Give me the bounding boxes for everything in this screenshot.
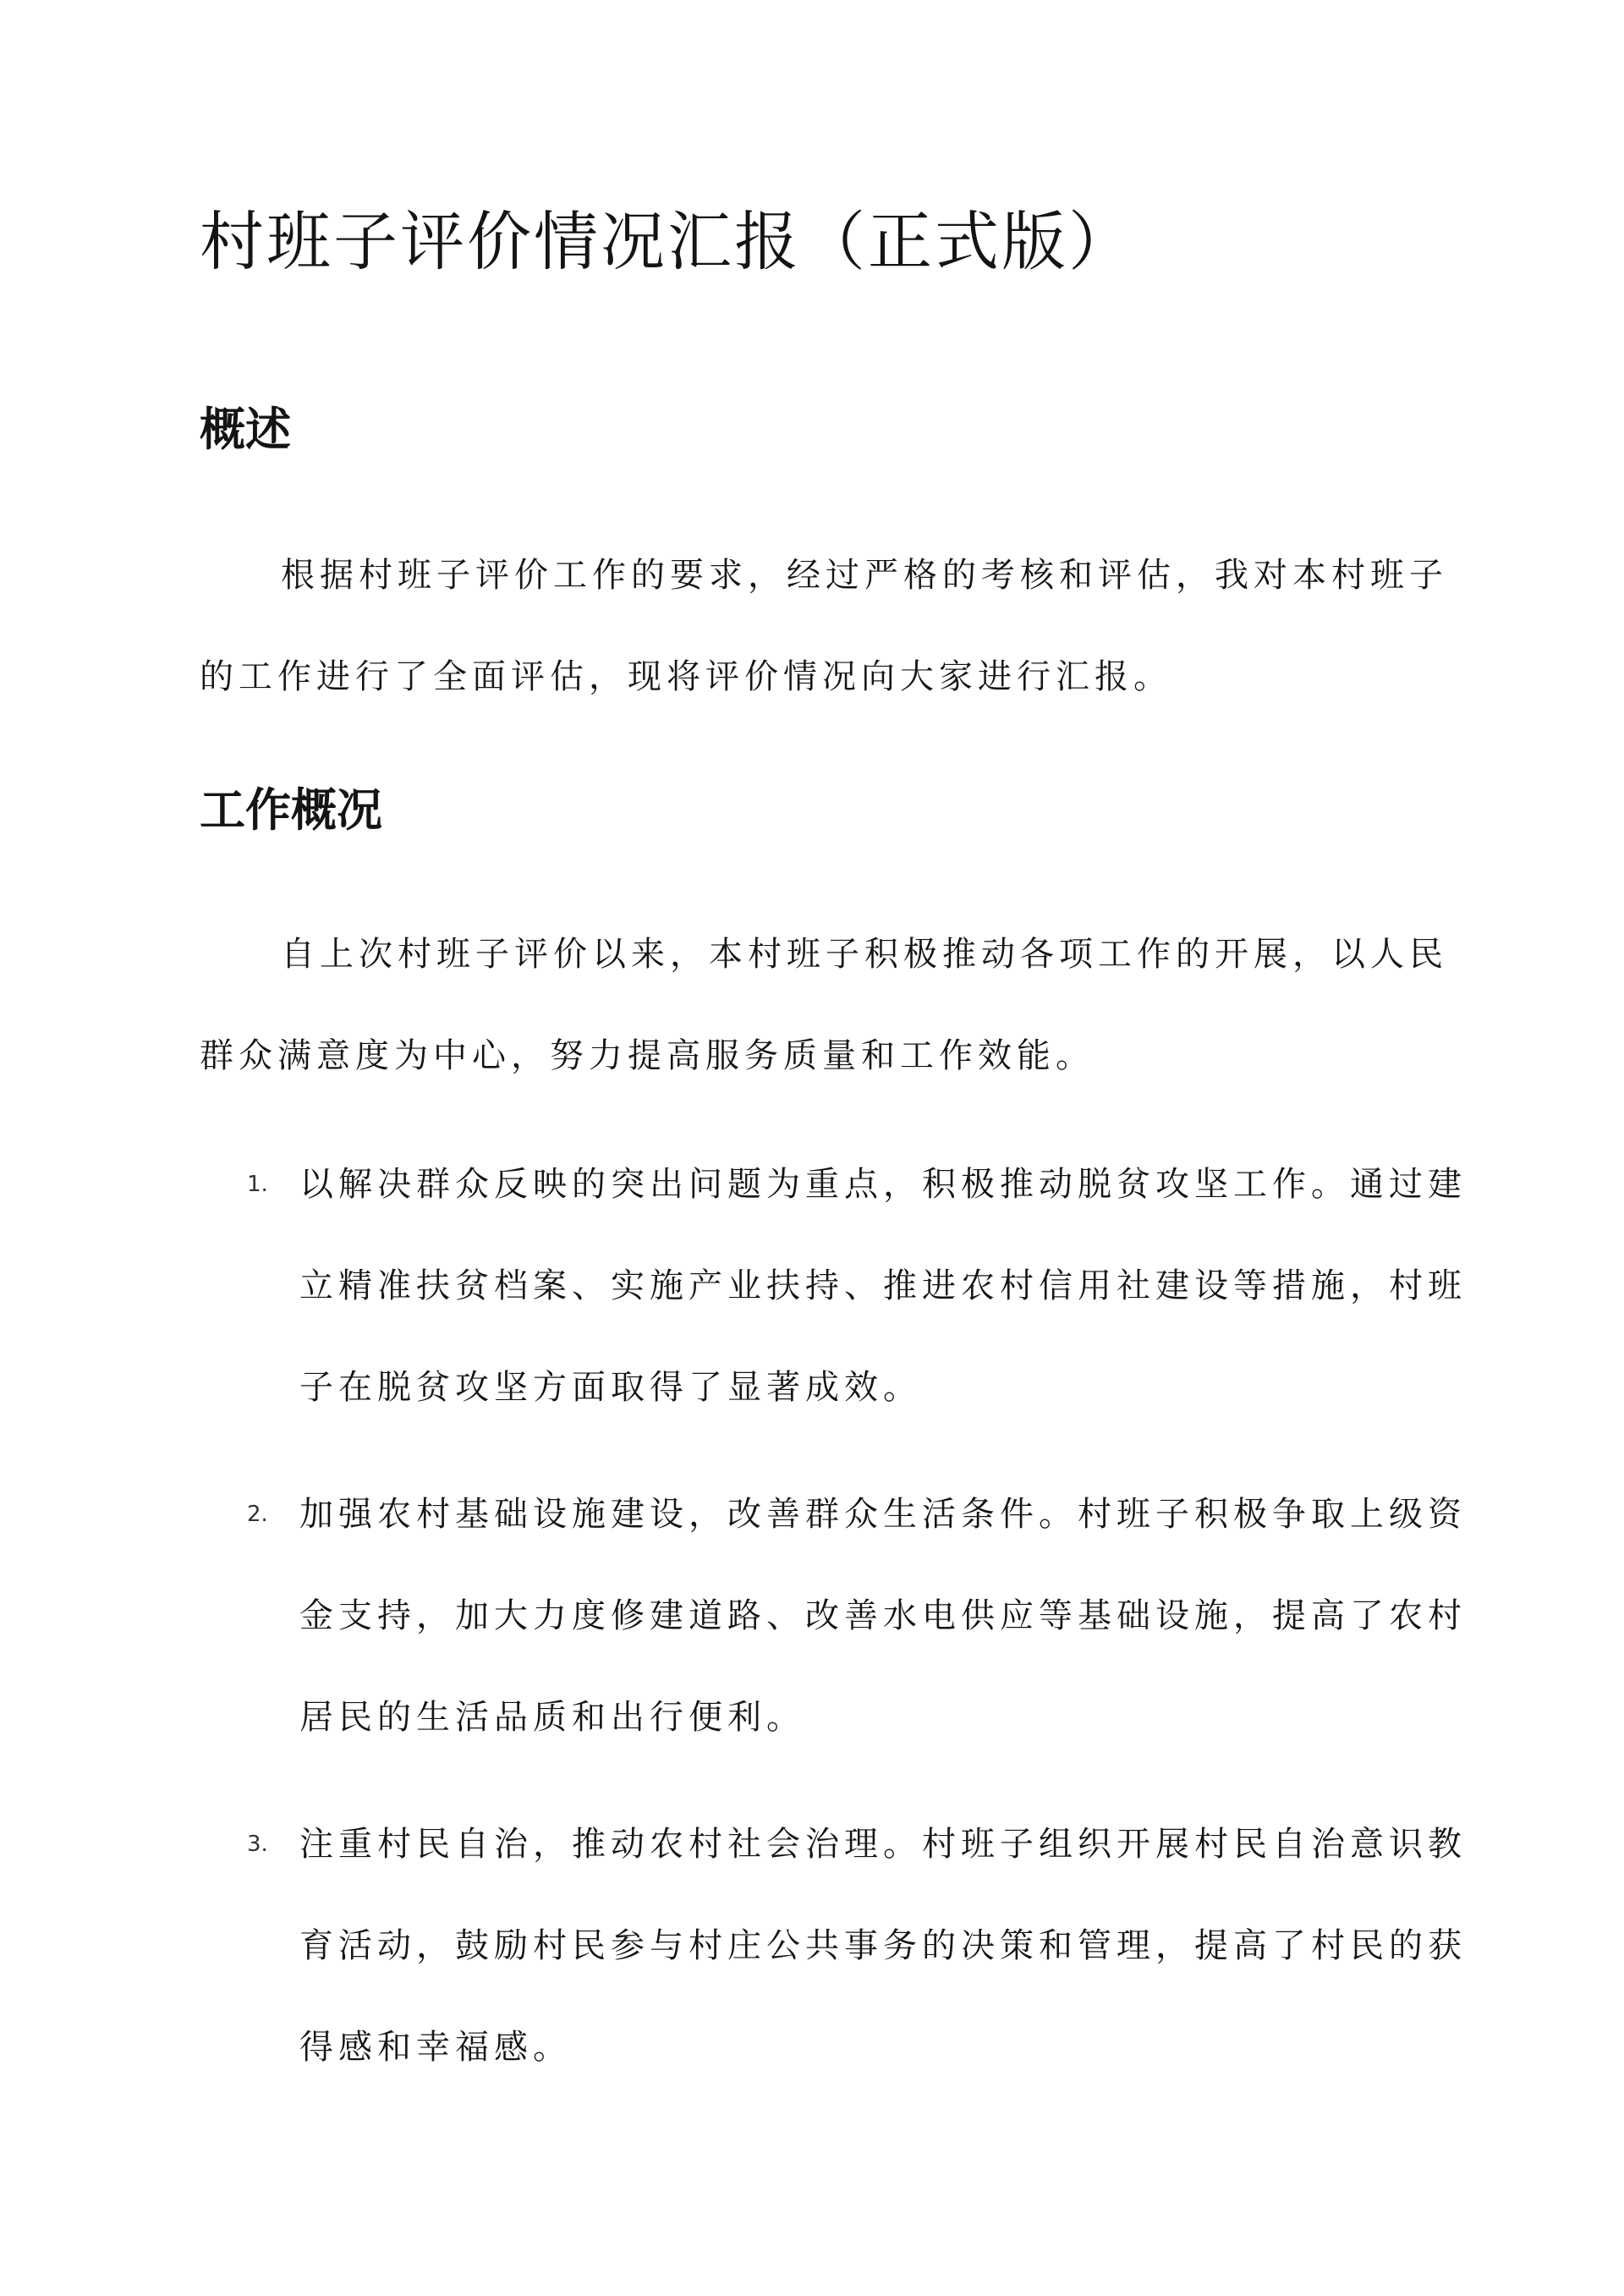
list-item-text: 以解决群众反映的突出问题为重点，积极推动脱贫攻坚工作。通过建立精准扶贫档案、实施产业扶持、推进农村信用社建设等措施，村班子在脱贫攻坚方面取得了显著成效。 [299, 1165, 1467, 1407]
section-heading-overview: 概述 [200, 403, 291, 456]
overview-paragraph: 根据村班子评价工作的要求，经过严格的考核和评估，我对本村班子的工作进行了全面评估，现将评价情况向大家进行汇报。 [200, 556, 1448, 696]
list-item [200, 1464, 1468, 1768]
list-item-number: 3. [247, 1832, 268, 1857]
work-overview-paragraph: 自上次村班子评价以来，本村班子积极推动各项工作的开展，以人民群众满意度为中心，努力提高服务质量和工作效能。 [200, 935, 1448, 1075]
list-item-text: 注重村民自治，推动农村社会治理。村班子组织开展村民自治意识教育活动，鼓励村民参与村庄公共事务的决策和管理，提高了村民的获得感和幸福感。 [299, 1825, 1467, 2067]
list-item-number: 1. [247, 1172, 268, 1197]
list-item-number: 2. [247, 1502, 268, 1527]
section-heading-work-overview: 工作概况 [200, 783, 382, 837]
work-items-list [200, 1134, 1468, 2123]
list-item [200, 1134, 1468, 1438]
list-item [200, 1793, 1468, 2098]
document-title: 村班子评价情况汇报（正式版） [200, 204, 1135, 279]
list-item-text: 加强农村基础设施建设，改善群众生活条件。村班子积极争取上级资金支持，加大力度修建道路、改善水电供应等基础设施，提高了农村居民的生活品质和出行便利。 [299, 1495, 1467, 1737]
